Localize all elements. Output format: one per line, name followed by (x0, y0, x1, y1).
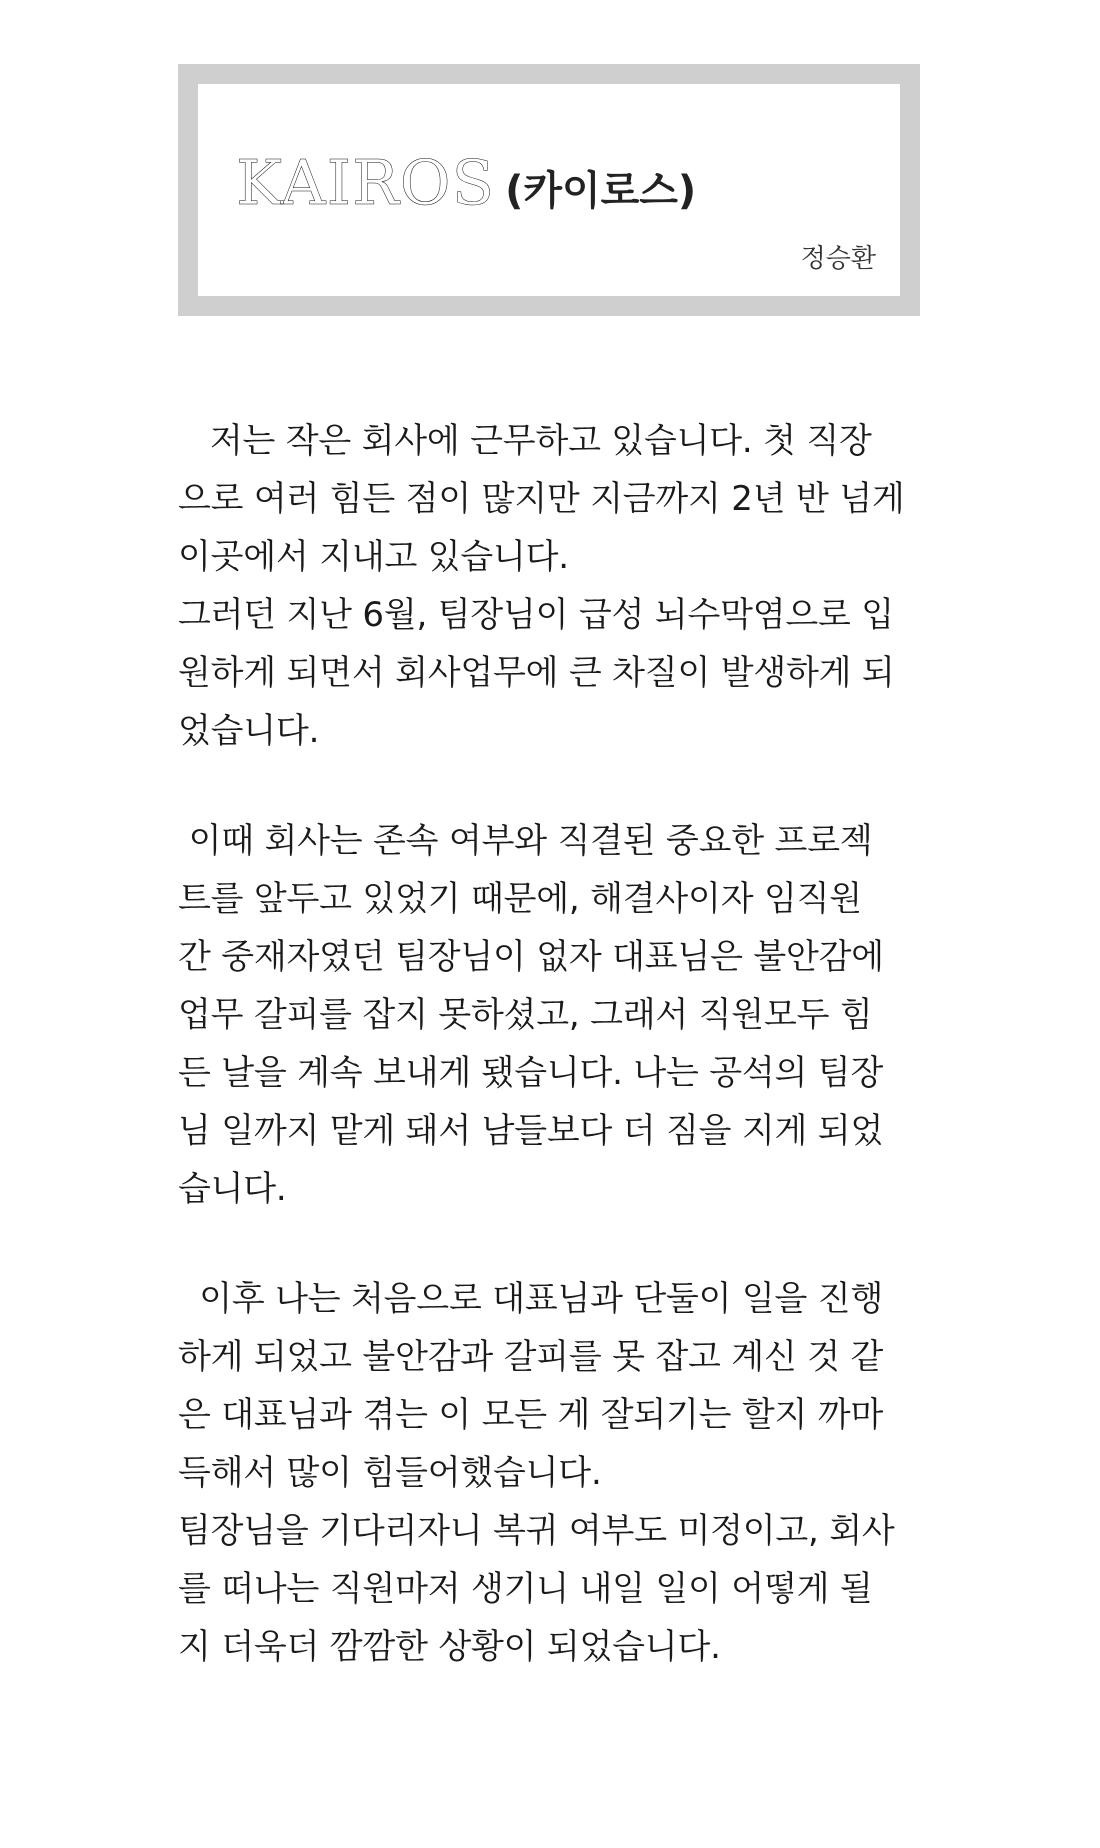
text-line: 를 떠나는 직원마저 생기니 내일 일이 어떻게 될 (178, 1569, 873, 1609)
title-main: KAIROS (236, 146, 496, 219)
text-line: 든 날을 계속 보내게 됐습니다. 나는 공석의 팀장 (178, 1053, 884, 1093)
text-line: 이곳에서 지내고 있습니다. (178, 537, 569, 577)
text-line: 간 중재자였던 팀장님이 없자 대표님은 불안감에 (178, 937, 884, 977)
title-frame (178, 64, 920, 316)
article-body (178, 412, 920, 1728)
paragraph-2 (178, 812, 920, 1218)
text-line: 었습니다. (178, 711, 320, 751)
text-line: 트를 앞두고 있었기 때문에, 해결사이자 임직원 (178, 879, 862, 919)
paragraph-1 (178, 412, 920, 760)
author-name: 정승환 (800, 244, 876, 274)
text-line: 지 더욱더 깜깜한 상황이 되었습니다. (178, 1627, 721, 1667)
text-line: 습니다. (178, 1169, 287, 1209)
title-heading (236, 146, 697, 219)
text-line: 은 대표님과 겪는 이 모든 게 잘되기는 할지 까마 (178, 1395, 884, 1435)
title-panel (198, 84, 900, 296)
text-line: 으로 여러 힘든 점이 많지만 지금까지 2년 반 넘게 (178, 479, 905, 519)
paragraph-3 (178, 1270, 920, 1676)
text-line: 이후 나는 처음으로 대표님과 단둘이 일을 진행 (178, 1279, 884, 1319)
text-line: 저는 작은 회사에 근무하고 있습니다. 첫 직장 (178, 421, 872, 461)
text-line: 원하게 되면서 회사업무에 큰 차질이 발생하게 되 (178, 653, 895, 693)
title-subtitle: (카이로스) (505, 168, 697, 214)
text-line: 하게 되었고 불안감과 갈피를 못 잡고 계신 것 같 (178, 1337, 884, 1377)
text-line: 팀장님을 기다리자니 복귀 여부도 미정이고, 회사 (178, 1511, 895, 1551)
text-line: 업무 갈피를 잡지 못하셨고, 그래서 직원모두 힘 (178, 995, 873, 1035)
text-line: 이때 회사는 존속 여부와 직결된 중요한 프로젝 (178, 821, 873, 861)
text-line: 득해서 많이 힘들어했습니다. (178, 1453, 602, 1493)
text-line: 님 일까지 맡게 돼서 남들보다 더 짐을 지게 되었 (178, 1111, 884, 1151)
text-line: 그러던 지난 6월, 팀장님이 급성 뇌수막염으로 입 (178, 595, 894, 635)
